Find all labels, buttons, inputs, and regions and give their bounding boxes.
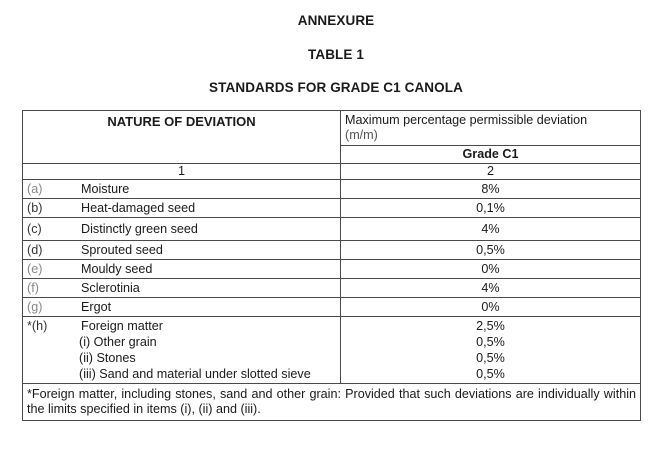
item-letter: (e)	[27, 261, 43, 276]
subitem-value: 0,5%	[476, 351, 505, 365]
subitem-label: (ii) Stones	[79, 351, 136, 365]
deviation-cell	[23, 218, 341, 241]
table-row	[23, 241, 641, 260]
foreign-matter-values	[341, 317, 641, 384]
foreign-matter-row	[23, 317, 641, 384]
table-row	[23, 218, 641, 241]
deviation-cell	[23, 298, 341, 317]
item-letter: (d)	[27, 242, 43, 257]
item-label: Heat-damaged seed	[81, 200, 196, 215]
item-letter: (b)	[27, 200, 43, 215]
subitem-label: (iii) Sand and material under slotted sieve	[79, 367, 311, 381]
standards-table	[22, 110, 641, 421]
item-label: Ergot	[81, 299, 112, 314]
deviation-cell	[23, 279, 341, 298]
max-deviation-header	[341, 111, 641, 146]
standards-title: STANDARDS FOR GRADE C1 CANOLA	[209, 80, 463, 95]
item-value: 4%	[341, 279, 641, 298]
deviation-cell	[23, 180, 341, 199]
item-value: 0%	[341, 298, 641, 317]
annexure-heading: ANNEXURE	[297, 13, 375, 28]
table-row	[23, 180, 641, 199]
item-label: Foreign matter	[81, 319, 163, 333]
table-row	[23, 298, 641, 317]
subitem-value: 0,5%	[476, 367, 505, 381]
subitem-label: (i) Other grain	[79, 335, 157, 349]
grade-header: Grade C1	[341, 146, 641, 164]
column-number-1: 1	[23, 164, 341, 180]
item-letter: (a)	[27, 181, 43, 196]
footnote: *Foreign matter, including stones, sand and other grain: Provided that such deviations are individually within the limits specified in items (i), (ii) and (iii).	[23, 384, 641, 421]
item-label: Sclerotinia	[81, 280, 140, 295]
nature-of-deviation-header: NATURE OF DEVIATION	[23, 111, 341, 164]
item-letter: (g)	[27, 299, 43, 314]
table-row	[23, 260, 641, 279]
subitem-value: 0,5%	[476, 335, 505, 349]
item-letter: (f)	[27, 280, 39, 295]
item-label: Distinctly green seed	[81, 221, 198, 236]
table-row	[23, 199, 641, 218]
max-deviation-label: Maximum percentage permissible deviation	[345, 113, 588, 127]
item-value: 0,5%	[341, 241, 641, 260]
max-deviation-unit: (m/m)	[345, 128, 378, 142]
deviation-cell	[23, 199, 341, 218]
table-row	[23, 279, 641, 298]
item-value: 2,5%	[476, 319, 505, 333]
deviation-cell	[23, 260, 341, 279]
item-label: Mouldy seed	[81, 261, 153, 276]
item-label: Moisture	[81, 181, 130, 196]
item-value: 8%	[341, 180, 641, 199]
column-number-2: 2	[341, 164, 641, 180]
item-value: 0,1%	[341, 199, 641, 218]
table-number-heading: TABLE 1	[308, 47, 364, 62]
deviation-cell	[23, 241, 341, 260]
item-letter: (c)	[27, 221, 42, 236]
foreign-matter-cell	[23, 317, 341, 384]
item-letter: *(h)	[27, 319, 48, 333]
item-label: Sprouted seed	[81, 242, 163, 257]
item-value: 4%	[341, 218, 641, 241]
item-value: 0%	[341, 260, 641, 279]
